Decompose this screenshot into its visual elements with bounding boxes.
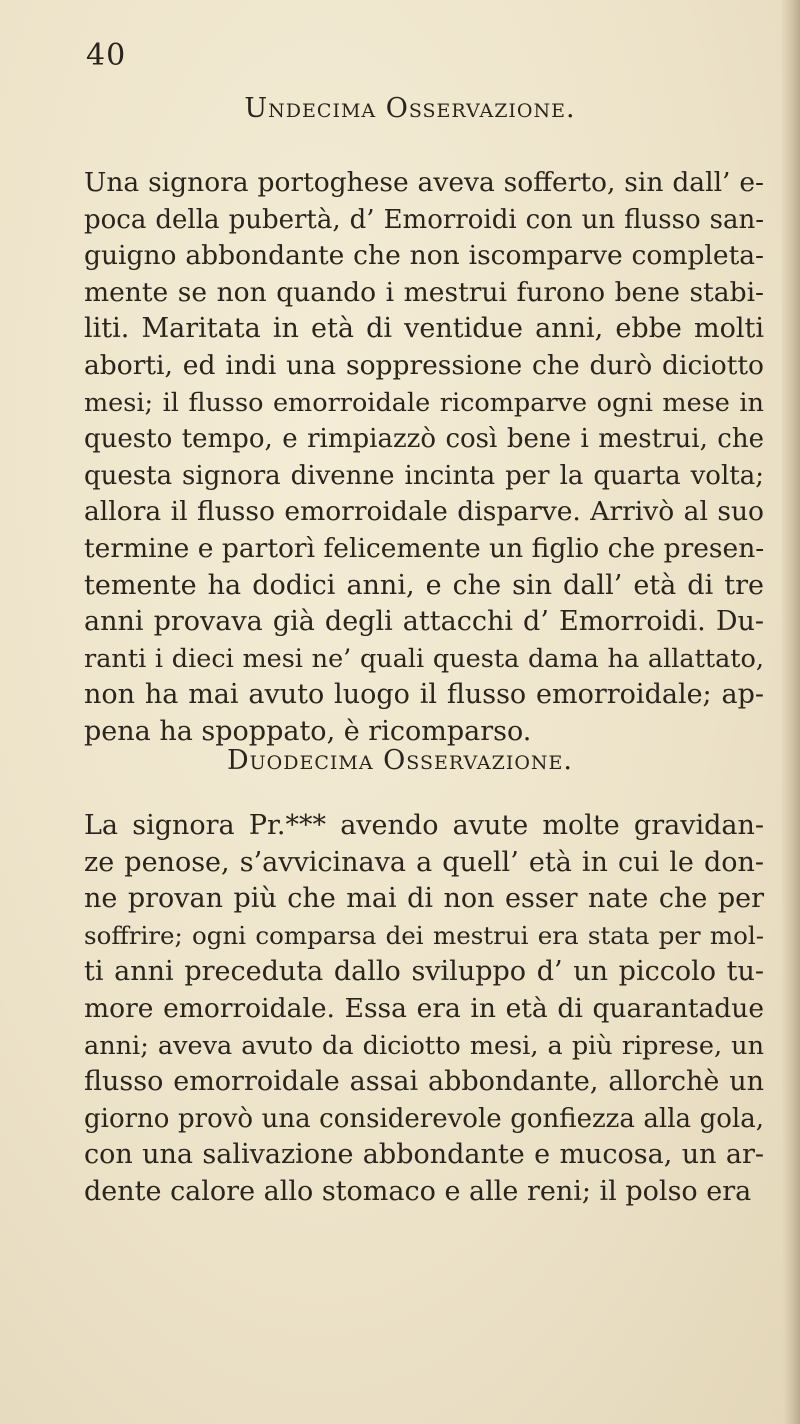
section-heading-undecima: Undecima Osservazione. bbox=[244, 93, 576, 124]
text-line: questa signora divenne incinta per la quarta volta; bbox=[84, 460, 764, 491]
text-line: termine e partorì felicemente un figlio che presen- bbox=[84, 532, 765, 564]
text-line: non ha mai avuto luogo il flusso emorroidale; ap- bbox=[84, 679, 764, 711]
text-line: soffrire; ogni comparsa dei mestrui era stata per mol- bbox=[84, 920, 764, 950]
text-line: con una salivazione abbondante e mucosa, un ar- bbox=[84, 1139, 764, 1171]
text-line: dente calore allo stomaco e alle reni; il polso era bbox=[84, 1175, 752, 1207]
text-line: La signora Pr.*** avendo avute molte gravidan- bbox=[84, 810, 764, 841]
text-line: liti. Maritata in età di ventidue anni, ebbe molti bbox=[84, 313, 764, 345]
text-line: Una signora portoghese aveva sofferto, sin dall’ e- bbox=[84, 167, 764, 198]
text-line: guigno abbondante che non iscomparve completa- bbox=[84, 240, 764, 272]
text-line: poca della pubertà, d’ Emorroidi con un flusso san- bbox=[84, 204, 764, 235]
text-line: giorno provò una considerevole gonfiezza alla gola, bbox=[84, 1103, 764, 1134]
text-line: temente ha dodici anni, e che sin dall’ età di tre bbox=[84, 569, 764, 601]
text-line: ze penose, s’avvicinava a quell’ età in cui le don- bbox=[84, 846, 764, 878]
text-line: ne provan più che mai di non esser nate che per bbox=[84, 883, 764, 915]
text-line: anni; aveva avuto da diciotto mesi, a più riprese, un bbox=[84, 1030, 764, 1061]
paragraph-undecima bbox=[84, 165, 764, 751]
text-line: mesi; il flusso emorroidale ricomparve ogni mese in bbox=[84, 387, 764, 418]
text-line: anni provava già degli attacchi d’ Emorroidi. Du- bbox=[84, 606, 764, 638]
text-line: pena ha spoppato, è ricomparso. bbox=[84, 715, 532, 747]
page-edge bbox=[782, 0, 800, 1424]
text-line: ranti i dieci mesi ne’ quali questa dama ha allattato, bbox=[84, 643, 764, 674]
paragraph-duodecima bbox=[84, 808, 764, 1211]
text-line: aborti, ed indi una soppressione che durò diciotto bbox=[84, 349, 764, 381]
text-line: allora il flusso emorroidale disparve. Arrivò al suo bbox=[84, 496, 764, 528]
text-line: mente se non quando i mestrui furono bene stabi- bbox=[84, 276, 764, 308]
text-line: more emorroidale. Essa era in età di quarantadue bbox=[84, 992, 764, 1024]
text-line: flusso emorroidale assai abbondante, allorchè un bbox=[84, 1066, 764, 1098]
text-line: ti anni preceduta dallo sviluppo d’ un piccolo tu- bbox=[84, 956, 764, 988]
section-heading-duodecima: Duodecima Osservazione. bbox=[227, 745, 573, 776]
text-line: questo tempo, e rimpiazzò così bene i mestrui, che bbox=[84, 424, 764, 455]
page-number: 40 bbox=[86, 38, 127, 73]
